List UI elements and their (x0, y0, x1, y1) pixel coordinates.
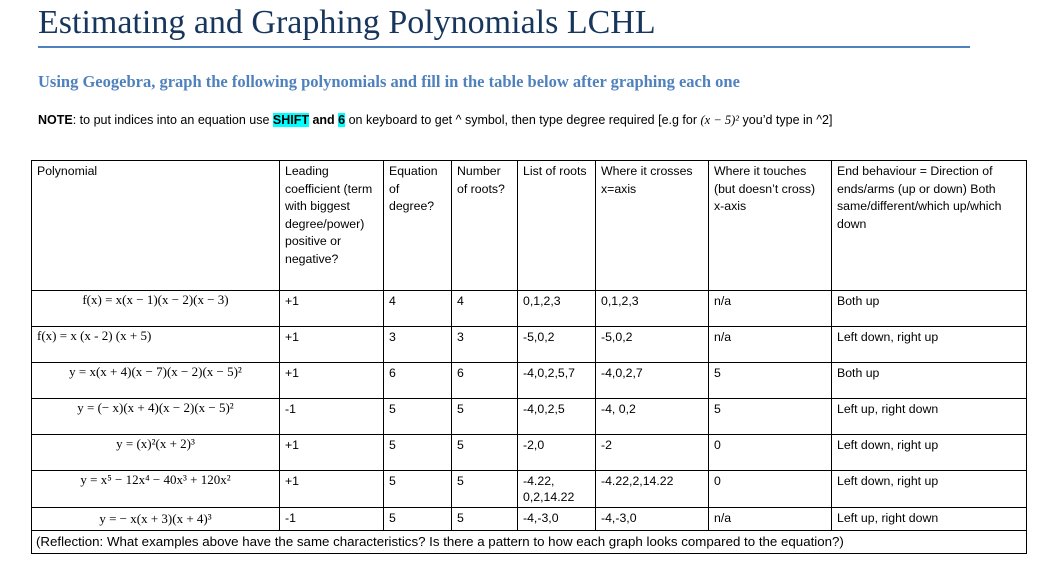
leading-coefficient-cell: -1 (280, 399, 384, 435)
end-behaviour-cell: Both up (832, 291, 1027, 327)
degree-cell: 5 (384, 399, 452, 435)
degree-cell: 4 (384, 291, 452, 327)
polynomial-cell: y = x⁵ − 12x⁴ − 40x³ + 120x² (32, 471, 280, 508)
end-behaviour-cell: Left down, right up (832, 435, 1027, 471)
polynomial-cell: f(x) = x(x − 1)(x − 2)(x − 3) (32, 291, 280, 327)
polynomial-cell: y = (− x)(x + 4)(x − 2)(x − 5)² (32, 399, 280, 435)
roots-list-cell: -4,0,2,5 (518, 399, 596, 435)
degree-cell: 5 (384, 435, 452, 471)
header-end-behaviour: End behaviour = Direction of ends/arms (up or down) Both same/different/which up/which down (832, 161, 1027, 291)
leading-coefficient-cell: +1 (280, 363, 384, 399)
table-row (32, 508, 1027, 531)
shift-key-highlight: SHIFT (272, 113, 309, 127)
table-row (32, 327, 1027, 363)
note-text-1: : to put indices into an equation use (72, 113, 273, 127)
end-behaviour-cell: Both up (832, 363, 1027, 399)
leading-coefficient-cell: +1 (280, 291, 384, 327)
touches-cell: 0 (709, 471, 832, 508)
note-math: (x − 5)² (700, 113, 740, 127)
degree-cell: 3 (384, 327, 452, 363)
note-text-3: you’d type in ^2] (739, 113, 833, 127)
table-header-row (32, 161, 1027, 291)
crosses-cell: -2 (596, 435, 709, 471)
roots-list-cell: -4.22, 0,2,14.22 (518, 471, 596, 508)
leading-coefficient-cell: +1 (280, 435, 384, 471)
touches-cell: 5 (709, 399, 832, 435)
crosses-cell: -4.22,2,14.22 (596, 471, 709, 508)
roots-list-cell: -2,0 (518, 435, 596, 471)
leading-coefficient-cell: +1 (280, 327, 384, 363)
table-row (32, 291, 1027, 327)
polynomial-cell: y = (x)²(x + 2)³ (32, 435, 280, 471)
page-title: Estimating and Graphing Polynomials LCHL (38, 4, 656, 41)
leading-coefficient-cell: -1 (280, 508, 384, 531)
touches-cell: n/a (709, 291, 832, 327)
roots-count-cell: 4 (452, 291, 518, 327)
crosses-cell: 0,1,2,3 (596, 291, 709, 327)
title-underline (38, 46, 970, 48)
table-row (32, 363, 1027, 399)
roots-count-cell: 5 (452, 471, 518, 508)
reflection-row (32, 531, 1027, 554)
leading-coefficient-cell: +1 (280, 471, 384, 508)
table-row (32, 399, 1027, 435)
crosses-cell: -4, 0,2 (596, 399, 709, 435)
touches-cell: n/a (709, 508, 832, 531)
degree-cell: 5 (384, 471, 452, 508)
roots-count-cell: 3 (452, 327, 518, 363)
end-behaviour-cell: Left down, right up (832, 471, 1027, 508)
roots-count-cell: 5 (452, 435, 518, 471)
instructions-heading: Using Geogebra, graph the following polynomials and fill in the table below after graphing each one (38, 72, 740, 91)
table-row (32, 435, 1027, 471)
roots-count-cell: 5 (452, 399, 518, 435)
header-number-of-roots: Number of roots? (452, 161, 518, 291)
reflection-prompt: (Reflection: What examples above have the same characteristics? Is there a pattern to how each graph looks compared to the equation?) (32, 531, 1027, 554)
header-polynomial: Polynomial (32, 161, 280, 291)
header-touches-x-axis: Where it touches (but doesn’t cross) x-axis (709, 161, 832, 291)
roots-list-cell: -4,-3,0 (518, 508, 596, 531)
roots-list-cell: -5,0,2 (518, 327, 596, 363)
roots-list-cell: -4,0,2,5,7 (518, 363, 596, 399)
polynomial-cell: y = − x(x + 3)(x + 4)³ (32, 508, 280, 531)
note-label: NOTE (38, 113, 73, 127)
six-key-highlight: 6 (338, 113, 346, 127)
touches-cell: n/a (709, 327, 832, 363)
note-and: and (308, 113, 339, 127)
touches-cell: 0 (709, 435, 832, 471)
header-list-of-roots: List of roots (518, 161, 596, 291)
crosses-cell: -4,-3,0 (596, 508, 709, 531)
roots-list-cell: 0,1,2,3 (518, 291, 596, 327)
end-behaviour-cell: Left up, right down (832, 508, 1027, 531)
polynomial-cell: y = x(x + 4)(x − 7)(x − 2)(x − 5)² (32, 363, 280, 399)
note-text-2: on keyboard to get ^ symbol, then type degree required [e.g for (345, 113, 701, 127)
header-crosses-x-axis: Where it crosses x=axis (596, 161, 709, 291)
header-leading-coefficient: Leading coefficient (term with biggest degree/power) positive or negative? (280, 161, 384, 291)
header-degree: Equation of degree? (384, 161, 452, 291)
crosses-cell: -5,0,2 (596, 327, 709, 363)
roots-count-cell: 5 (452, 508, 518, 531)
polynomial-table (31, 160, 1027, 554)
end-behaviour-cell: Left down, right up (832, 327, 1027, 363)
polynomial-cell: f(x) = x (x - 2) (x + 5) (32, 327, 280, 363)
table-row (32, 471, 1027, 508)
end-behaviour-cell: Left up, right down (832, 399, 1027, 435)
degree-cell: 6 (384, 363, 452, 399)
crosses-cell: -4,0,2,7 (596, 363, 709, 399)
degree-cell: 5 (384, 508, 452, 531)
note-line (38, 113, 832, 128)
roots-count-cell: 6 (452, 363, 518, 399)
touches-cell: 5 (709, 363, 832, 399)
